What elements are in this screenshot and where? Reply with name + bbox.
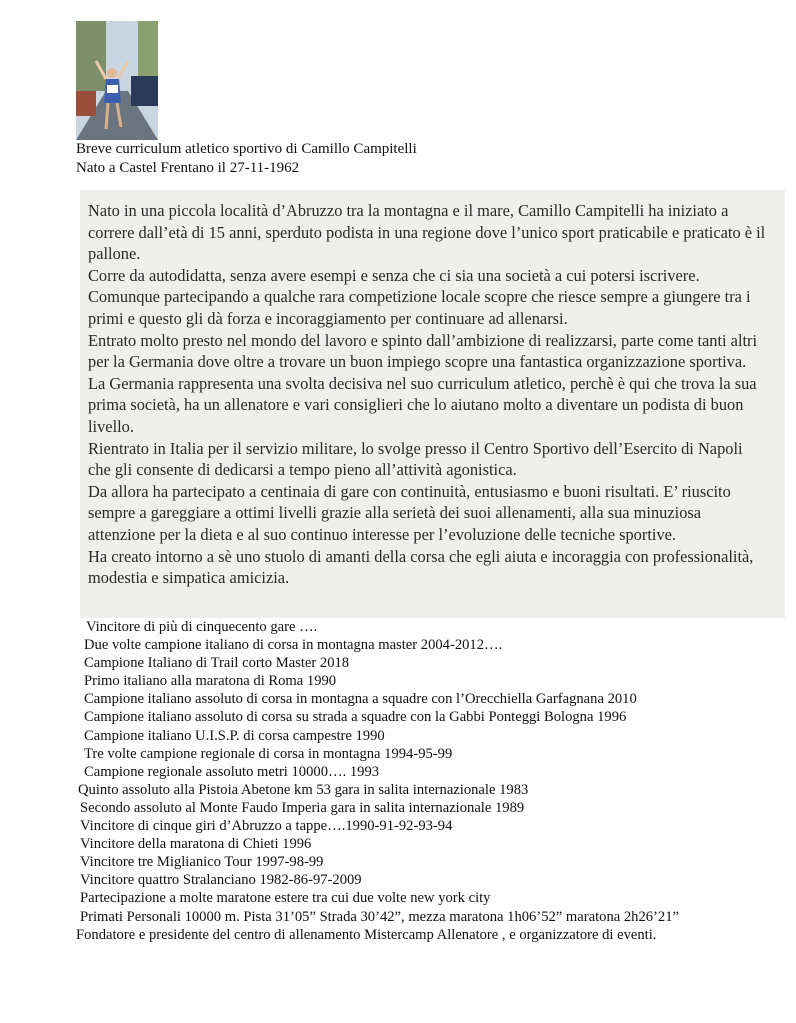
list-item: Quinto assoluto alla Pistoia Abetone km 53 gara in salita internazionale 1983 (78, 781, 529, 798)
list-item: Campione italiano U.I.S.P. di corsa campestre 1990 (84, 727, 385, 744)
bio-paragraph: Rientrato in Italia per il servizio militare, lo svolge presso il Centro Sportivo dell’Esercito di Napoli che gli consente di dedicarsi a tempo pieno all’attività agonistica. (88, 438, 743, 480)
list-item: Vincitore di cinque giri d’Abruzzo a tappe….1990-91-92-93-94 (80, 818, 453, 835)
biography-scan (80, 190, 785, 618)
header-birth: Nato a Castel Frentano il 27-11-1962 (76, 160, 300, 176)
list-item: Due volte campione italiano di corsa in montagna master 2004-2012…. (84, 637, 503, 654)
bio-paragraph: Corre da autodidatta, senza avere esempi e senza che ci sia una società a cui potersi iscrivere. Comunque partecipando a qualche rara competizione locale scopre che riesce sempre a giungere tra i primi e questo gli dà forza e incoraggiamento per continuare ad allenarsi. (88, 265, 751, 328)
list-item: Vincitore tre Miglianico Tour 1997-98-99 (80, 854, 324, 871)
list-item: Fondatore e presidente del centro di allenamento Mistercamp Allenatore , e organizzatore di eventi. (76, 926, 657, 943)
list-item: Partecipazione a molte maratone estere tra cui due volte new york city (80, 890, 491, 907)
document-header (76, 140, 417, 178)
runner-photo (76, 21, 158, 140)
list-item: Vincitore di più di cinquecento gare …. (86, 619, 318, 635)
list-item: Campione italiano assoluto di corsa su strada a squadre con la Gabbi Ponteggi Bologna 1996 (84, 709, 627, 726)
list-item: Campione regionale assoluto metri 10000…. 1993 (84, 763, 380, 780)
list-item: Secondo assoluto al Monte Faudo Imperia gara in salita internazionale 1989 (80, 799, 525, 816)
bio-paragraph: Da allora ha partecipato a centinaia di gare con continuità, entusiasmo e buoni risultati. E’ riuscito sempre a gareggiare a ottimi livelli grazie alla serietà dei suoi allenamenti, alla sua minuziosa attenzione per la dieta e al suo continuo interesse per l’evoluzione delle tecniche sportive. (88, 481, 731, 544)
list-item: Vincitore quattro Stralanciano 1982-86-97-2009 (80, 872, 362, 889)
list-item: Campione Italiano di Trail corto Master 2018 (84, 655, 350, 672)
bio-paragraph: Nato in una piccola località d’Abruzzo tra la montagna e il mare, Camillo Campitelli ha iniziato a correre dall’età di 15 anni, sperduto podista in una regione dove l’unico sport praticabile e praticato è il pallone. (88, 201, 766, 264)
list-item: Primo italiano alla maratona di Roma 1990 (84, 673, 337, 690)
header-title: Breve curriculum atletico sportivo di Camillo Campitelli (76, 141, 417, 157)
list-item: Campione italiano assoluto di corsa in montagna a squadre con l’Orecchiella Garfagnana 2010 (84, 691, 637, 708)
list-item: Vincitore della maratona di Chieti 1996 (80, 836, 312, 853)
achievements-list (76, 618, 788, 944)
bio-paragraph: Entrato molto presto nel mondo del lavoro e spinto dall’ambizione di realizzarsi, parte come tanti altri per la Germania dove oltre a trovare un buon impiego scopre una fantastica organizzazione sportiva. La Germania rappresenta una svolta decisiva nel suo curriculum atletico, perchè è qui che trova la sua prima società, ha un allenatore e vari consiglieri che lo aiutano molto a diventare un podista di buon livello. (88, 330, 758, 436)
bio-paragraph: Ha creato intorno a sè uno stuolo di amanti della corsa che egli aiuta e incoraggia con professionalità, modestia e simpatica amicizia. (88, 546, 754, 588)
list-item: Primati Personali 10000 m. Pista 31’05” Strada 30’42”, mezza maratona 1h06’52” maratona 2h26’21” (80, 908, 679, 925)
list-item: Tre volte campione regionale di corsa in montagna 1994-95-99 (84, 745, 453, 762)
